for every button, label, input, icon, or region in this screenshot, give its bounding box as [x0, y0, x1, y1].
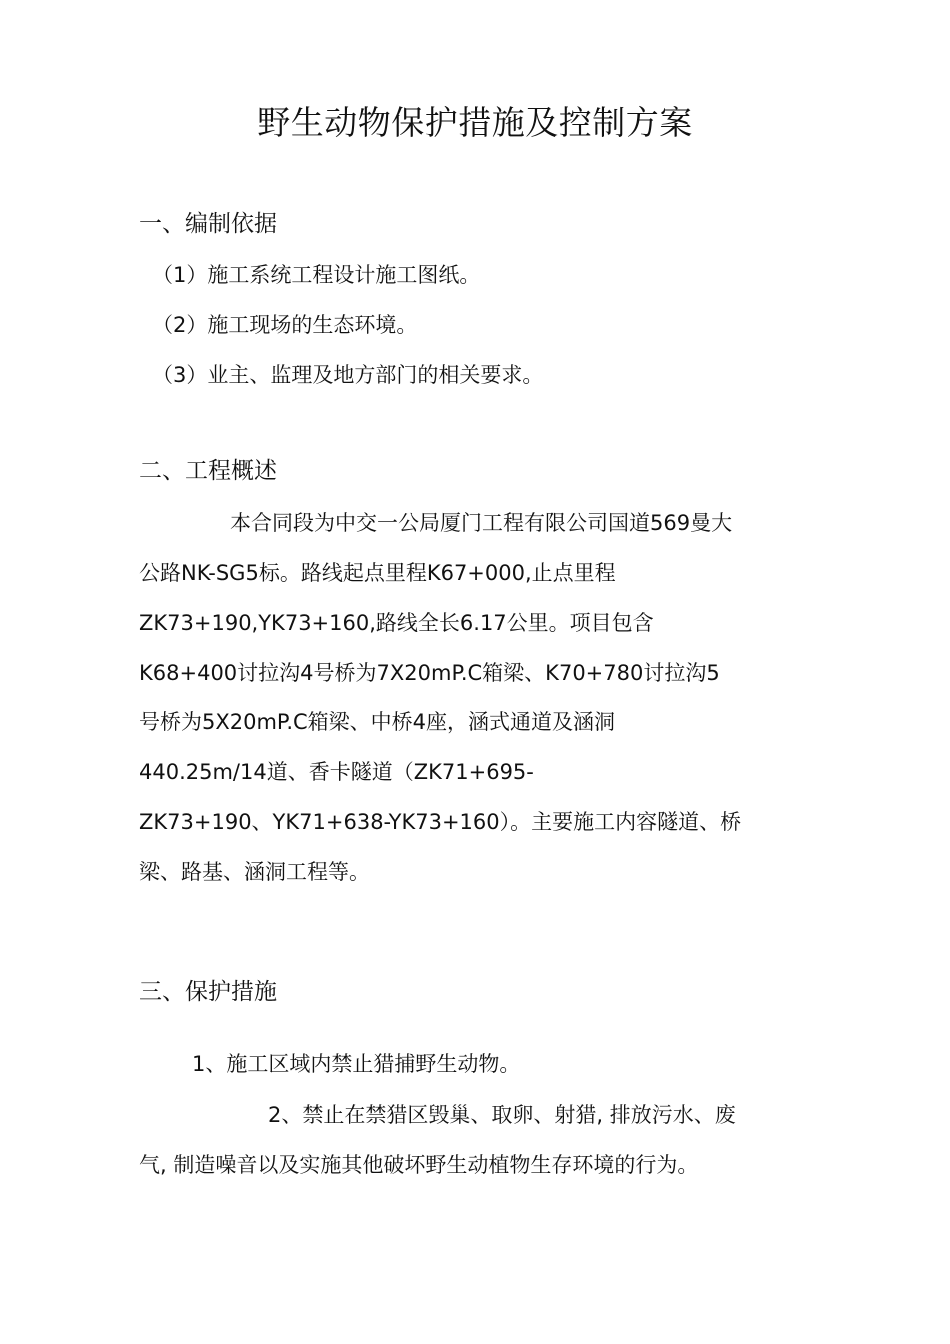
basis-item-1: （1）施工系统工程设计施工图纸。 [152, 263, 481, 287]
section-heading-measures: 三、保护措施 [139, 979, 277, 1005]
measure-2-line-2: 气, 制造噪音以及实施其他破坏野生动植物生存环境的行为。 [139, 1153, 699, 1177]
overview-line-1: 本合同段为中交一公局厦门工程有限公司国道569曼大 [230, 511, 733, 535]
measure-2-line-1: 2、禁止在禁猎区毁巢、取卵、射猎, 排放污水、废 [268, 1103, 736, 1127]
overview-line-7: ZK73+190、YK71+638-YK73+160）。主要施工内容隧道、桥 [139, 810, 742, 834]
overview-line-8: 梁、路基、涵洞工程等。 [139, 860, 370, 884]
basis-item-2: （2）施工现场的生态环境。 [152, 313, 418, 337]
section-heading-overview: 二、工程概述 [139, 458, 277, 484]
overview-line-5: 号桥为5X20mP.C箱梁、中桥4座，涵式通道及涵洞 [139, 710, 616, 734]
overview-line-6: 440.25m/14道、香卡隧道（ZK71+695- [139, 760, 534, 784]
basis-item-3: （3）业主、监理及地方部门的相关要求。 [152, 363, 544, 387]
overview-line-3: ZK73+190,YK73+160,路线全长6.17公里。项目包含 [139, 611, 654, 635]
overview-line-2: 公路NK-SG5标。路线起点里程K67+000,止点里程 [139, 561, 616, 585]
document-title: 野生动物保护措施及控制方案 [257, 103, 693, 142]
section-heading-basis: 一、编制依据 [139, 211, 277, 237]
measure-1: 1、施工区域内禁止猎捕野生动物。 [192, 1052, 521, 1076]
overview-line-4: K68+400讨拉沟4号桥为7X20mP.C箱梁、K70+780讨拉沟5 [139, 661, 720, 685]
